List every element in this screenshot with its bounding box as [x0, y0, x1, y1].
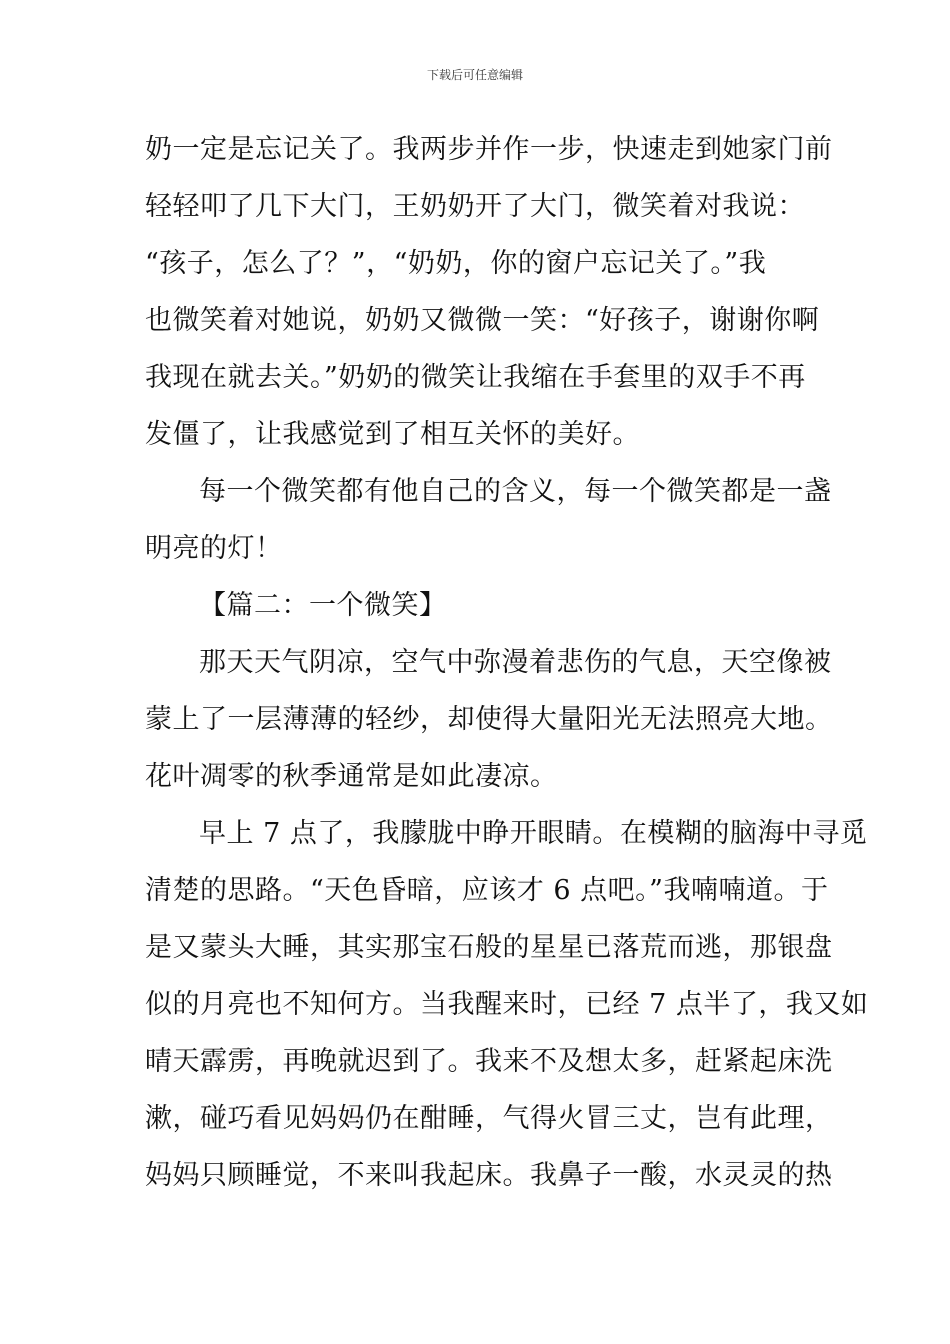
text-line: 轻轻叩了几下大门，王奶奶开了大门，微笑着对我说： [145, 191, 805, 222]
text-line: 蒙上了一层薄薄的轻纱，却使得大量阳光无法照亮大地。 [145, 704, 833, 735]
text-line: 晴天霹雳，再晚就迟到了。我来不及想太多，赶紧起床洗 [145, 1046, 833, 1077]
text-line: 是又蒙头大睡，其实那宝石般的星星已落荒而逃，那银盘 [145, 932, 833, 963]
text-line: 早上 7 点了，我朦胧中睁开眼睛。在模糊的脑海中寻觅 [199, 818, 868, 849]
text-line: 那天天气阴凉，空气中弥漫着悲伤的气息，天空像被 [199, 647, 832, 678]
text-line: 清楚的思路。“天色昏暗，应该才 6 点吧。”我喃喃道。于 [145, 875, 829, 906]
text-line: 漱，碰巧看见妈妈仍在酣睡，气得火冒三丈，岂有此理， [145, 1103, 833, 1134]
text-line: 每一个微笑都有他自己的含义，每一个微笑都是一盏 [199, 476, 832, 507]
text-line: 花叶凋零的秋季通常是如此凄凉。 [145, 761, 558, 792]
text-line: 发僵了，让我感觉到了相互关怀的美好。 [145, 419, 640, 450]
text-line: “孩子，怎么了？”，“奶奶，你的窗户忘记关了。”我 [145, 248, 767, 279]
text-line: 我现在就去关。”奶奶的微笑让我缩在手套里的双手不再 [145, 362, 806, 393]
text-line: 也微笑着对她说，奶奶又微微一笑：“好孩子，谢谢你啊 [145, 305, 820, 336]
text-line: 奶一定是忘记关了。我两步并作一步，快速走到她家门前 [145, 134, 833, 165]
section-heading: 【篇二：一个微笑】 [199, 590, 447, 621]
text-line: 似的月亮也不知何方。当我醒来时，已经 7 点半了，我又如 [145, 989, 869, 1020]
page-header: 下载后可任意编辑 [426, 68, 523, 82]
text-line: 妈妈只顾睡觉，不来叫我起床。我鼻子一酸，水灵灵的热 [145, 1160, 833, 1191]
text-line: 明亮的灯！ [145, 533, 283, 564]
